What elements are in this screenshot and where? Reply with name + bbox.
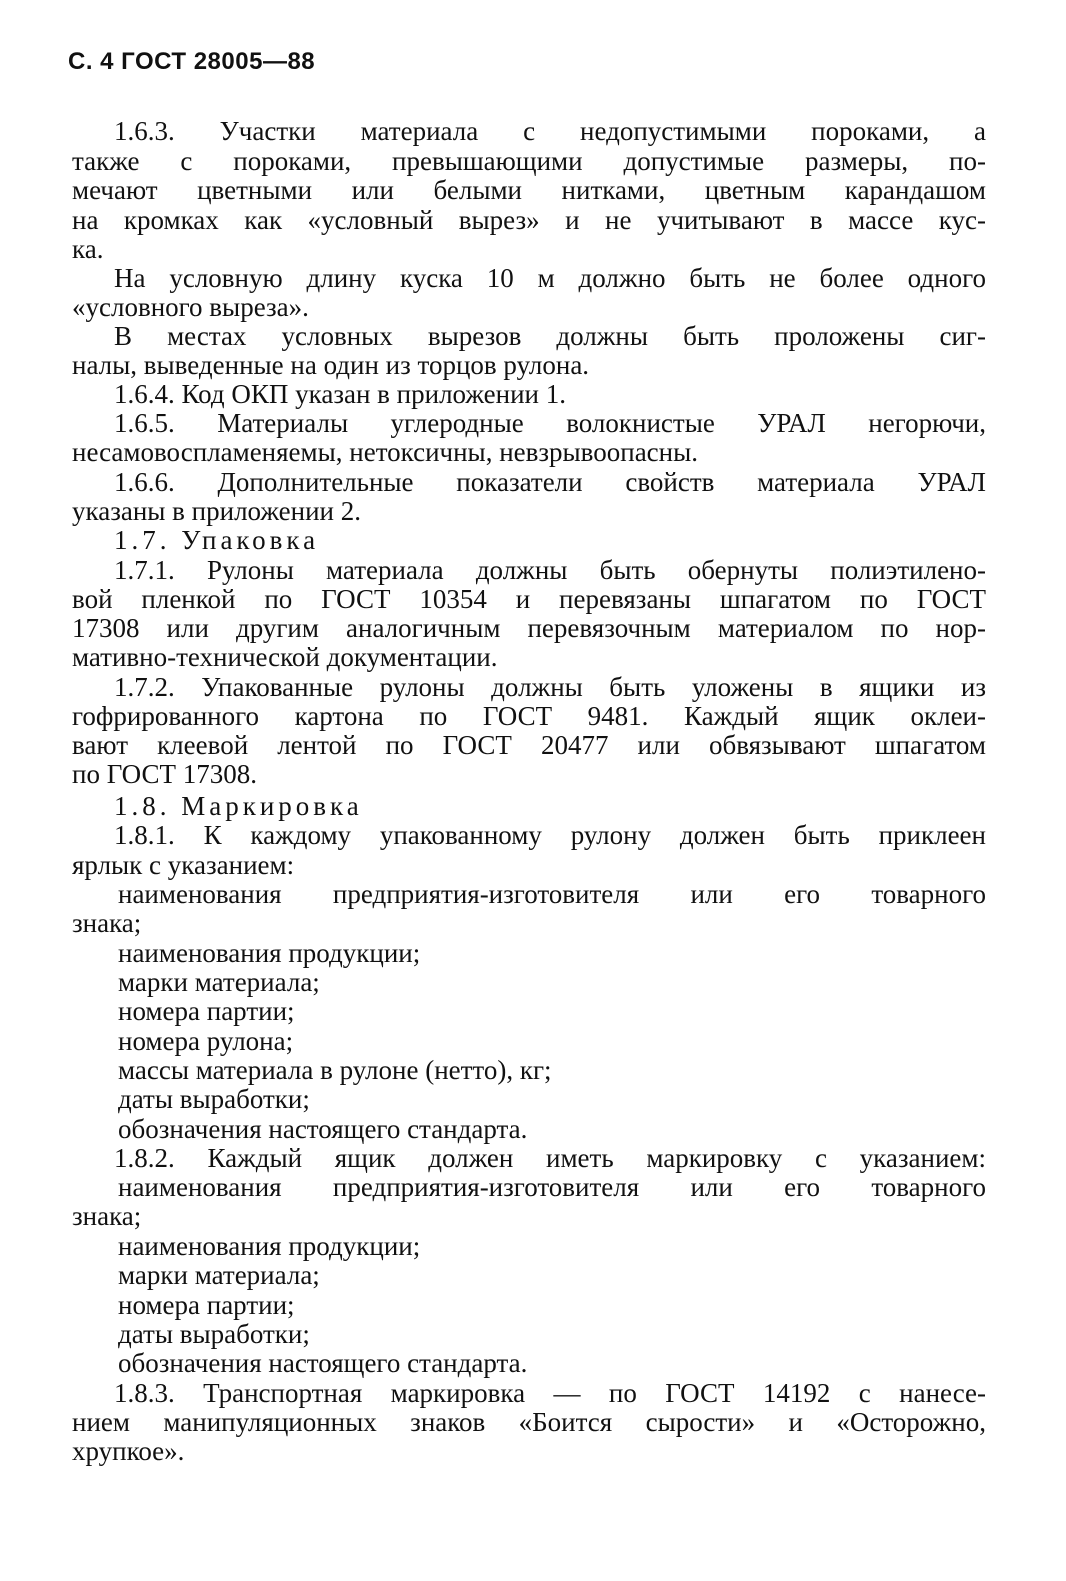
text-line: 1.6.5. Материалы углеродные волокнистые УРАЛ негорючи, [114, 408, 986, 438]
text-line: ка. [72, 234, 104, 264]
text-line: мативно-технической документации. [72, 642, 498, 672]
text-line: 1.8.1. К каждому упакованному рулону должен быть приклеен [114, 820, 986, 850]
text-line: также с пороками, превышающими допустимые размеры, по- [72, 146, 986, 176]
text-line: налы, выведенные на один из торцов рулона. [72, 350, 590, 380]
text-line: знака; [72, 908, 142, 938]
text-line: «условного выреза». [72, 292, 309, 322]
text-line: 1.7.2. Упакованные рулоны должны быть уложены в ящики из [114, 672, 986, 702]
text-line: 1.8.2. Каждый ящик должен иметь маркировку с указанием: [114, 1143, 986, 1173]
text-line: На условную длину куска 10 м должно быть не более одного [114, 263, 986, 293]
list-item: наименования предприятия-изготовителя или его товарного [118, 1172, 986, 1202]
text-line: вой пленкой по ГОСТ 10354 и перевязаны шпагатом по ГОСТ [72, 584, 986, 614]
section-heading: 1.8. Маркировка [114, 791, 363, 821]
list-item: наименования предприятия-изготовителя или его товарного [118, 879, 986, 909]
list-item: наименования продукции; [118, 938, 421, 968]
list-item: даты выработки; [118, 1084, 310, 1114]
list-item: номера рулона; [118, 1026, 294, 1056]
list-item: обозначения настоящего стандарта. [118, 1114, 528, 1144]
text-line: мечают цветными или белыми нитками, цветным карандашом [72, 175, 986, 205]
text-line: 1.6.3. Участки материала с недопустимыми пороками, а [114, 116, 986, 146]
list-item: даты выработки; [118, 1319, 310, 1349]
list-item: наименования продукции; [118, 1231, 421, 1261]
text-line: гофрированного картона по ГОСТ 9481. Каждый ящик оклеи- [72, 701, 986, 731]
text-line: нием манипуляционных знаков «Боится сырости» и «Осторожно, [72, 1407, 986, 1437]
list-item: обозначения настоящего стандарта. [118, 1348, 528, 1378]
list-item: массы материала в рулоне (нетто), кг; [118, 1055, 552, 1085]
text-line: 17308 или другим аналогичным перевязочным материалом по нор- [72, 613, 986, 643]
text-line: ярлык с указанием: [72, 850, 295, 880]
text-line: 1.7.1. Рулоны материала должны быть обернуты полиэтилено- [114, 555, 986, 585]
page-header: С. 4 ГОСТ 28005—88 [68, 48, 316, 75]
text-line: 1.8.3. Транспортная маркировка — по ГОСТ 14192 с нанесе- [114, 1378, 986, 1408]
text-line: 1.6.4. Код ОКП указан в приложении 1. [114, 379, 566, 409]
list-item: номера партии; [118, 996, 295, 1026]
list-item: номера партии; [118, 1290, 295, 1320]
text-line: несамовоспламеняемы, нетоксичны, невзрывоопасны. [72, 437, 698, 467]
list-item: марки материала; [118, 1260, 320, 1290]
text-line: на кромках как «условный вырез» и не учитывают в массе кус- [72, 205, 986, 235]
text-line: 1.6.6. Дополнительные показатели свойств материала УРАЛ [114, 467, 986, 497]
text-line: знака; [72, 1201, 142, 1231]
text-line: по ГОСТ 17308. [72, 759, 257, 789]
text-line: вают клеевой лентой по ГОСТ 20477 или обвязывают шпагатом [72, 730, 986, 760]
section-heading: 1.7. Упаковка [114, 525, 320, 555]
text-line: указаны в приложении 2. [72, 496, 362, 526]
text-line: хрупкое». [72, 1436, 185, 1466]
text-line: В местах условных вырезов должны быть проложены сиг- [114, 321, 986, 351]
list-item: марки материала; [118, 967, 320, 997]
